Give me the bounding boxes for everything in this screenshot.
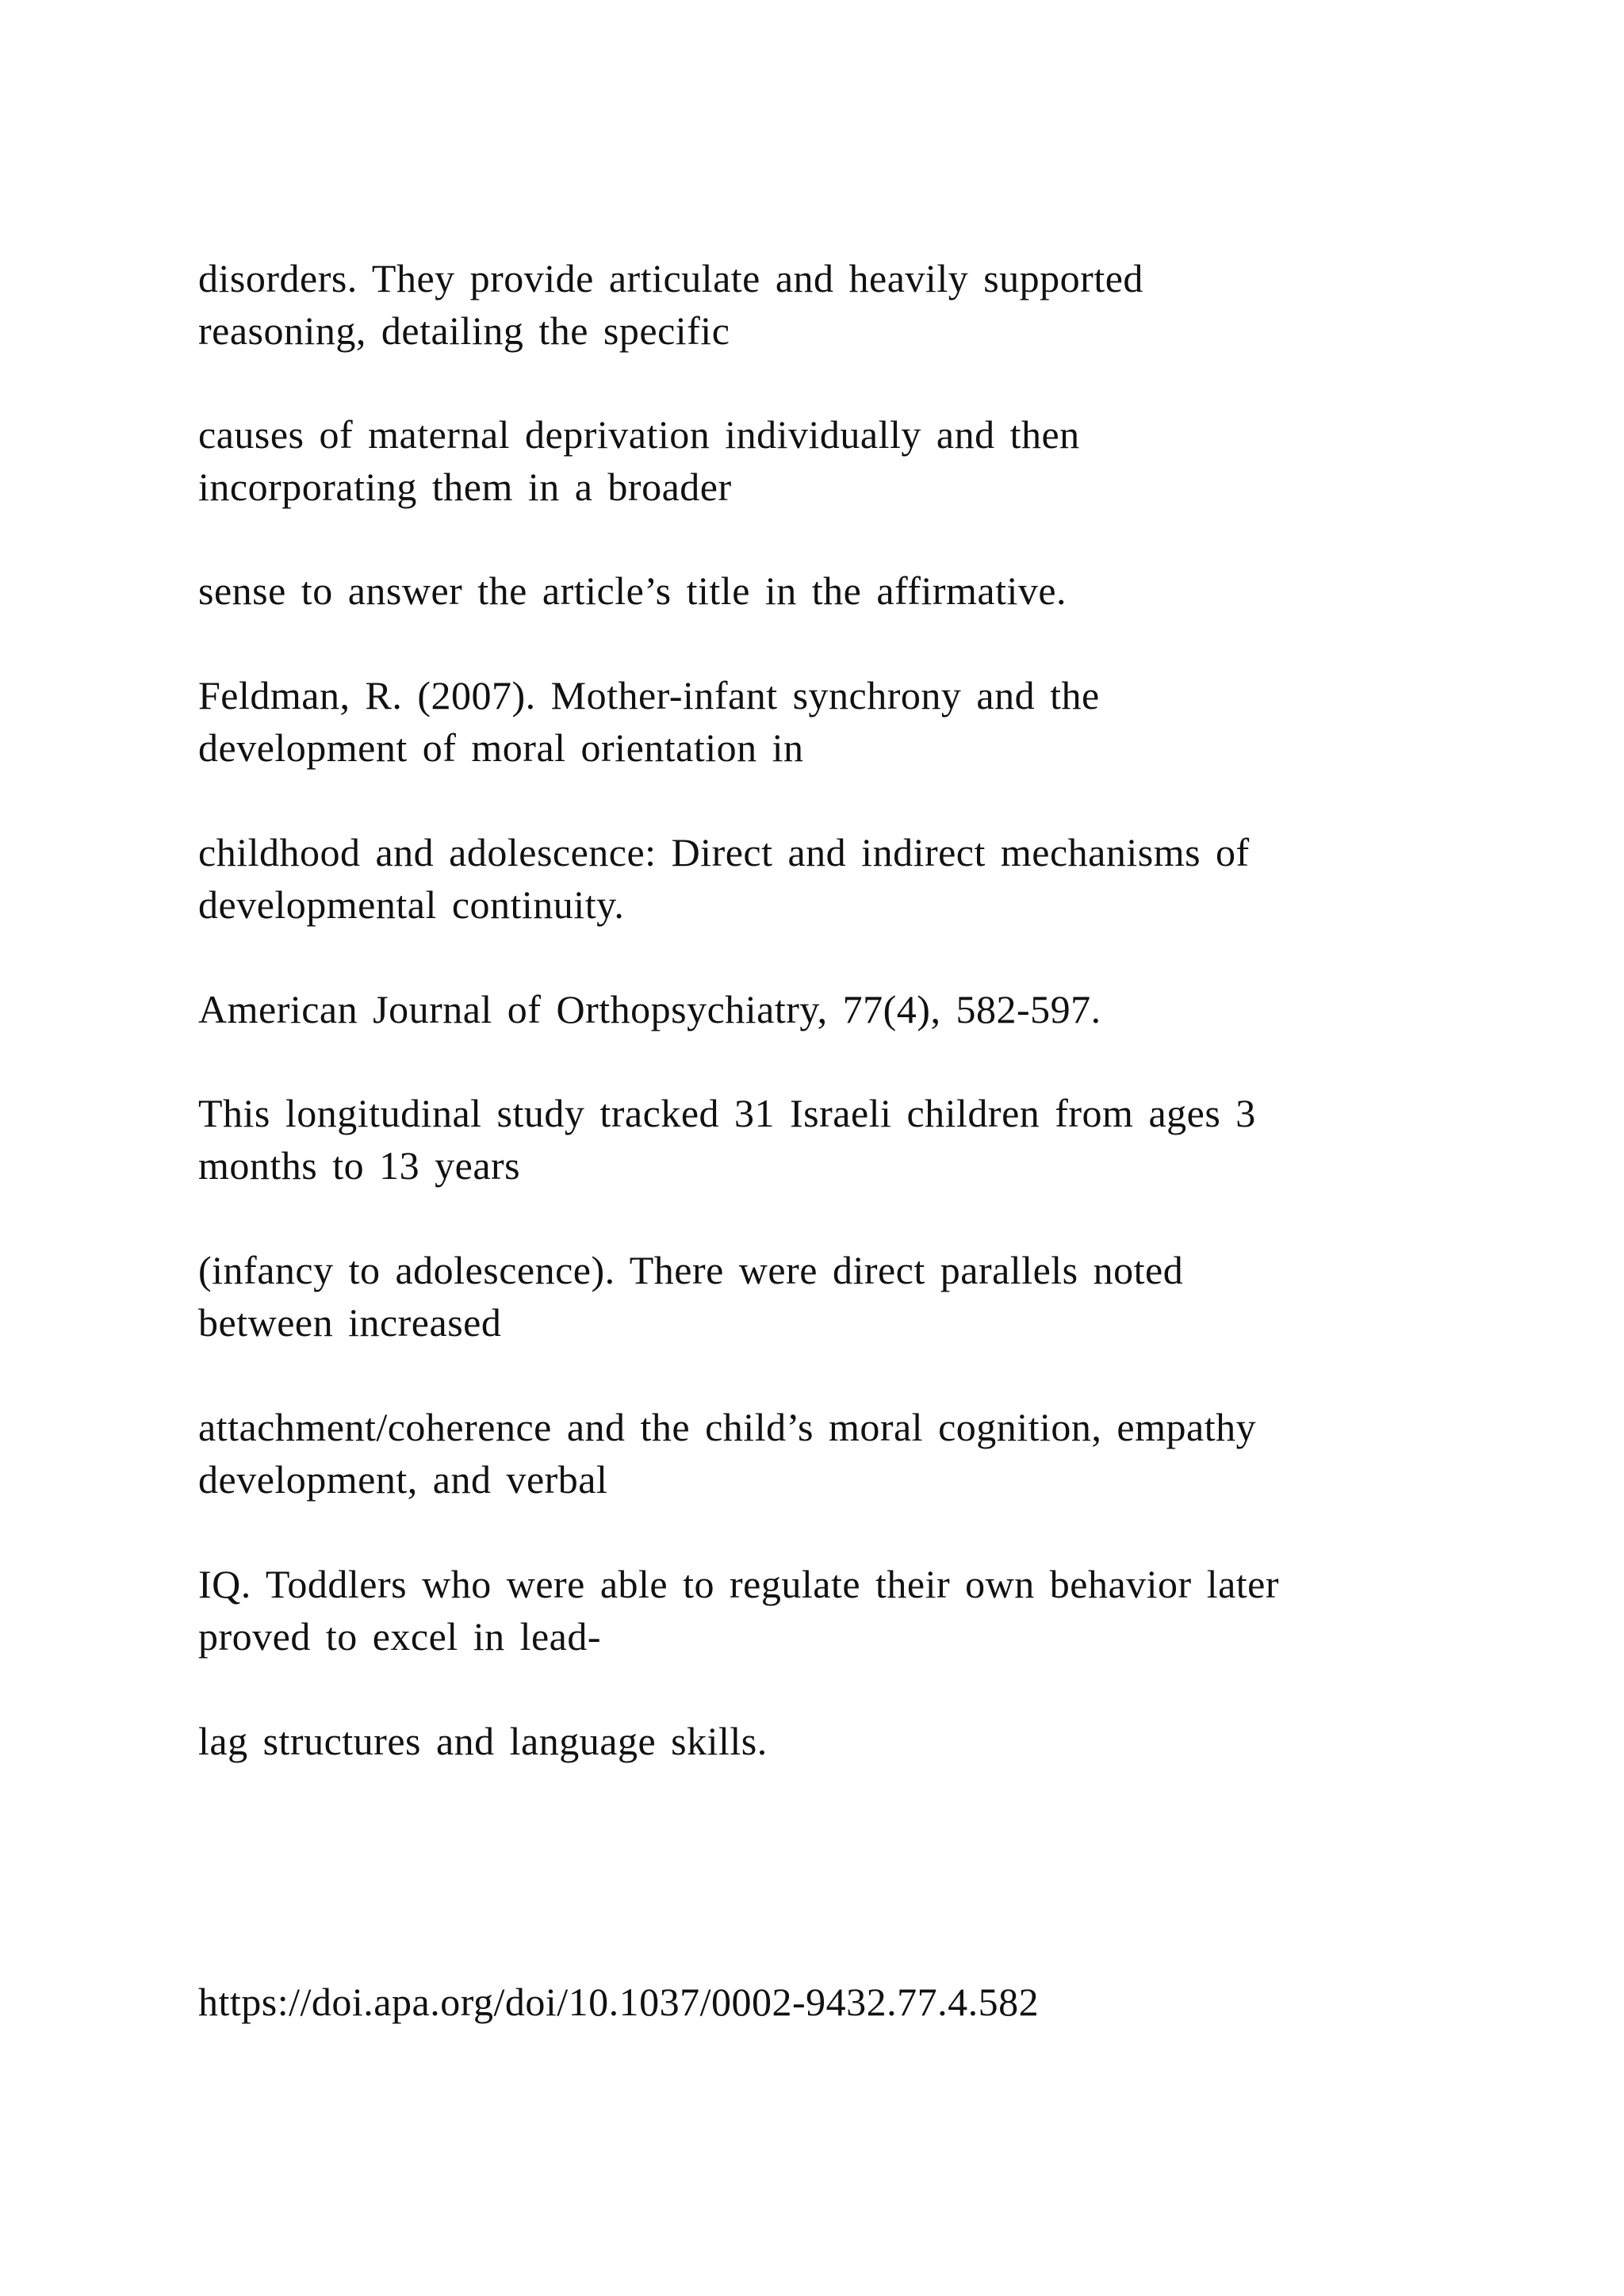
annotation-line: between increased xyxy=(198,1300,502,1345)
annotation-line: (infancy to adolescence). There were direct parallels noted xyxy=(198,1248,1184,1292)
text-line: incorporating them in a broader xyxy=(198,465,732,509)
annotation-line: months to 13 years xyxy=(198,1143,521,1188)
reference-journal-line: American Journal of Orthopsychiatry, 77(4), 582-597. xyxy=(198,987,1101,1031)
annotation-line: attachment/coherence and the child’s moral cognition, empathy xyxy=(198,1405,1257,1449)
annotation-line: IQ. Toddlers who were able to regulate their own behavior later xyxy=(198,1562,1280,1606)
reference-citation-line: childhood and adolescence: Direct and indirect mechanisms of xyxy=(198,830,1250,874)
annotation-line: proved to excel in lead- xyxy=(198,1614,602,1659)
doi-link[interactable]: https://doi.apa.org/doi/10.1037/0002-9432.77.4.582 xyxy=(198,1980,1040,2024)
reference-citation-line: development of moral orientation in xyxy=(198,725,804,770)
text-line: sense to answer the article’s title in the affirmative. xyxy=(198,568,1067,613)
reference-citation-line: developmental continuity. xyxy=(198,882,625,927)
reference-citation-line: Feldman, R. (2007). Mother-infant synchrony and the xyxy=(198,673,1100,718)
annotation-line: development, and verbal xyxy=(198,1457,608,1502)
text-line: reasoning, detailing the specific xyxy=(198,308,730,353)
text-line: disorders. They provide articulate and heavily supported xyxy=(198,256,1143,300)
annotation-line: lag structures and language skills. xyxy=(198,1719,768,1763)
text-line: causes of maternal deprivation individually and then xyxy=(198,412,1080,457)
annotation-line: This longitudinal study tracked 31 Israeli children from ages 3 xyxy=(198,1091,1256,1135)
